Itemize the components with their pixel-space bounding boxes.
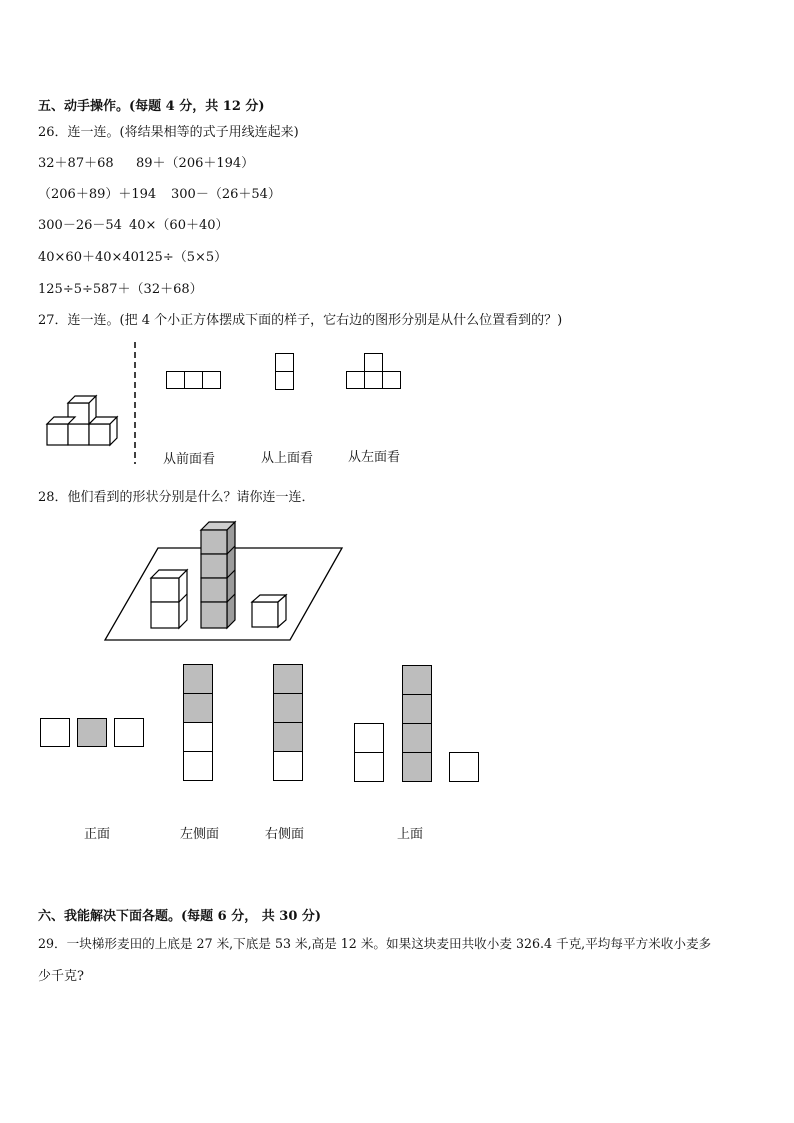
expression-left: 40×60＋40×40 <box>38 250 139 265</box>
expression-right: 89＋（206＋194） <box>136 156 255 171</box>
view-square <box>273 751 303 781</box>
section-heading: 五、动手操作。(每题 4 分，共 12 分) <box>38 99 265 114</box>
view-square-shaded <box>273 664 303 694</box>
expression-right: 125÷（5×5） <box>138 250 228 265</box>
question-28-stem: 28．他们看到的形状分别是什么？请你连一连． <box>38 490 315 505</box>
cube-stack-figure <box>40 384 125 450</box>
view-label: 右侧面 <box>265 827 305 842</box>
view-square <box>184 371 203 389</box>
view-square <box>354 752 384 782</box>
view-square <box>275 371 294 390</box>
view-square <box>382 371 401 389</box>
question-29-text: 29．一块梯形麦田的上底是 27 米,下底是 53 米,高是 12 米。如果这块麦田共收小麦 326.4 千克,平均每平方米收小麦多 <box>38 936 712 951</box>
view-square <box>202 371 221 389</box>
expression-left: （206＋89）＋194 <box>38 187 157 202</box>
view-label: 正面 <box>84 827 111 842</box>
view-square <box>364 371 383 389</box>
view-square-shaded <box>402 752 432 782</box>
view-label: 从左面看 <box>348 450 401 465</box>
expression-left: 32＋87＋68 <box>38 156 114 171</box>
view-square <box>275 353 294 372</box>
expression-left: 125÷5÷5 <box>38 282 102 297</box>
expression-right: 40×（60＋40） <box>129 218 229 233</box>
view-label: 上面 <box>397 827 424 842</box>
view-square <box>114 718 144 747</box>
expression-right: 87＋（32＋68） <box>101 282 203 297</box>
section-heading: 六、我能解决下面各题。(每题 6 分， 共 30 分) <box>38 909 322 924</box>
view-label: 从前面看 <box>163 452 216 467</box>
view-square-shaded <box>402 665 432 695</box>
view-square <box>449 752 479 782</box>
view-square-shaded <box>273 722 303 752</box>
view-square-shaded <box>273 693 303 723</box>
view-square-shaded <box>77 718 107 747</box>
expression-left: 300－26－54 <box>38 218 122 233</box>
view-square-shaded <box>402 723 432 753</box>
view-label: 从上面看 <box>261 451 314 466</box>
view-square <box>166 371 185 389</box>
view-square <box>40 718 70 747</box>
view-square <box>183 751 213 781</box>
view-square <box>364 353 383 372</box>
view-label: 左侧面 <box>180 827 220 842</box>
question-26-stem: 26．连一连。(将结果相等的式子用线连起来) <box>38 125 299 140</box>
view-square <box>354 723 384 753</box>
platform-cubes-figure <box>100 518 350 644</box>
view-square <box>346 371 365 389</box>
question-27-stem: 27．连一连。(把 4 个小正方体摆成下面的样子，它右边的图形分别是从什么位置看到的？) <box>38 313 563 328</box>
question-29-text-cont: 少千克? <box>38 969 84 984</box>
expression-right: 300－（26＋54） <box>171 187 281 202</box>
dashed-divider <box>132 342 138 464</box>
view-square-shaded <box>183 693 213 723</box>
view-square-shaded <box>402 694 432 724</box>
view-square <box>183 722 213 752</box>
view-square-shaded <box>183 664 213 694</box>
